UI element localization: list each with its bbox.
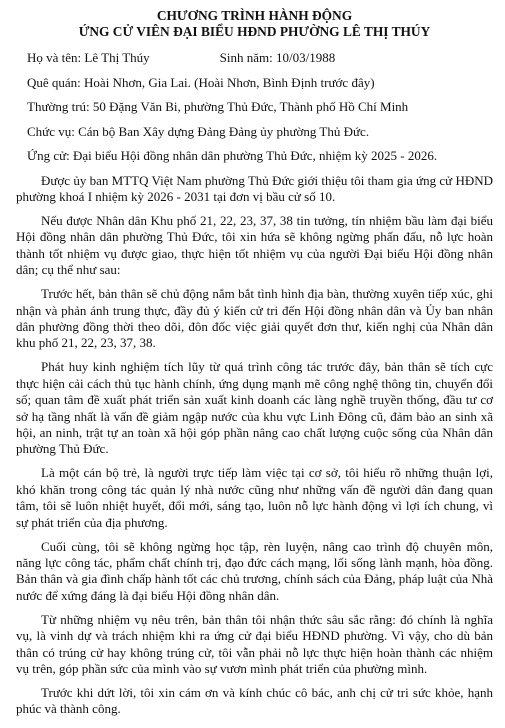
paragraph-fourth-task: Cuối cùng, tôi sẽ không ngừng học tập, rèn luyện, nâng cao trình độ chuyên môn, năng lực công tác, phẩm chất chính trị, đạo đức cách mạng, lối sống lành mạnh, hòa đồng. Bản thân và gia đình chấp hành tốt các chủ trương, chính sách của Đảng, pháp luật của Nhà nước để xứng đáng là đại biểu Hội đồng nhân dân.	[16, 538, 493, 603]
title-line-1: CHƯƠNG TRÌNH HÀNH ĐỘNG	[156, 8, 353, 23]
candidate-position: Chức vụ: Cán bộ Ban Xây dựng Đảng Đảng ủy phường Thủ Đức.	[27, 123, 370, 139]
info-row-name	[27, 50, 493, 66]
paragraph-third-task: Là một cán bộ trẻ, là người trực tiếp làm việc tại cơ sở, tôi hiểu rõ những thuận lợi, khó khăn trong công tác quản lý nhà nước cũng như những vấn đề người dân đang quan tâm, tôi sẽ luôn nhiệt huyết, đổi mới, sáng tạo, luôn nỗ lực hành động vì lợi ích chung, vì sự phát triển của địa phương.	[16, 465, 493, 530]
candidate-birth-year: Sinh năm: 10/03/1988	[219, 50, 336, 65]
document-title	[16, 8, 493, 40]
candidate-hometown: Quê quán: Hoài Nhơn, Gia Lai. (Hoài Nhơn, Bình Định trước đây)	[27, 74, 375, 90]
paragraph-second-task: Phát huy kinh nghiệm tích lũy từ quá trình công tác trước đây, bản thân sẽ tích cực thực hiện cải cách thủ tục hành chính, ứng dụng mạnh mẽ công nghệ thông tin, chuyển đổi số; quan tâm đề xuất phát triển sản xuất kinh doanh các làng nghề truyền thống, đầu tư cơ sở hạ tầng nhất là vấn đề giảm ngập nước của khu vực Linh Đông cũ, đảm bảo an sinh xã hội, an ninh, trật tự an toàn xã hội góp phần nâng cao chất lượng cuộc sống của Nhân dân phường Thủ Đức.	[16, 359, 493, 457]
candidate-name: Họ và tên: Lê Thị Thúy	[27, 50, 150, 65]
paragraph-commitment: Từ những nhiệm vụ nêu trên, bản thân tôi nhận thức sâu sắc rằng: đó chính là nghĩa vụ, là vinh dự và trách nhiệm khi ra ứng cử đại biểu HĐND phường. Vì vậy, cho dù bản thân có trúng cử hay không trúng cử, tôi vẫn phải nỗ lực thực hiện hoàn thành các nhiệm vụ trên, góp phần sức của mình vào sự vươn mình phát triển của phường mình.	[16, 611, 493, 677]
document-body	[16, 173, 493, 718]
paragraph-pledge: Nếu được Nhân dân Khu phố 21, 22, 23, 37, 38 tin tưởng, tín nhiệm bầu làm đại biểu Hội đồng nhân dân phường Thủ Đức, tôi xin hứa sẽ không ngừng phấn đấu, nỗ lực hoàn thành tốt nhiệm vụ được giao, thực hiện tốt nhiệm vụ của người Đại biểu Hội đồng nhân dân; cụ thể như sau:	[16, 212, 493, 278]
paragraph-first-task: Trước hết, bản thân sẽ chủ động nắm bắt tình hình địa bàn, thường xuyên tiếp xúc, ghi nhận và phản ánh trung thực, đầy đủ ý kiến cử tri đến Hội đồng nhân dân và Ủy ban nhân dân phường đồng thời theo dõi, đôn đốc việc giải quyết đơn thư, kiến nghị của Nhân dân khu phố 21, 22, 23, 37, 38.	[16, 286, 493, 351]
paragraph-closing: Trước khi dứt lời, tôi xin cám ơn và kính chúc cô bác, anh chị cử tri sức khỏe, hạnh phúc và thành công.	[16, 685, 493, 717]
candidate-candidacy: Ứng cử: Đại biểu Hội đồng nhân dân phường Thủ Đức, nhiệm kỳ 2025 - 2026.	[27, 148, 438, 163]
candidate-info	[16, 50, 493, 164]
candidate-residence: Thường trú: 50 Đặng Văn Bi, phường Thủ Đức, Thành phố Hồ Chí Minh	[27, 99, 409, 114]
paragraph-introduction: Được ủy ban MTTQ Việt Nam phường Thủ Đức giới thiệu tôi tham gia ứng cử HĐND phường khoá I nhiệm kỳ 2026 - 2031 tại đơn vị bầu cử số 10.	[16, 172, 493, 204]
title-line-2: ỨNG CỬ VIÊN ĐẠI BIỂU HĐND PHƯỜNG LÊ THỊ THÚY	[78, 24, 431, 39]
